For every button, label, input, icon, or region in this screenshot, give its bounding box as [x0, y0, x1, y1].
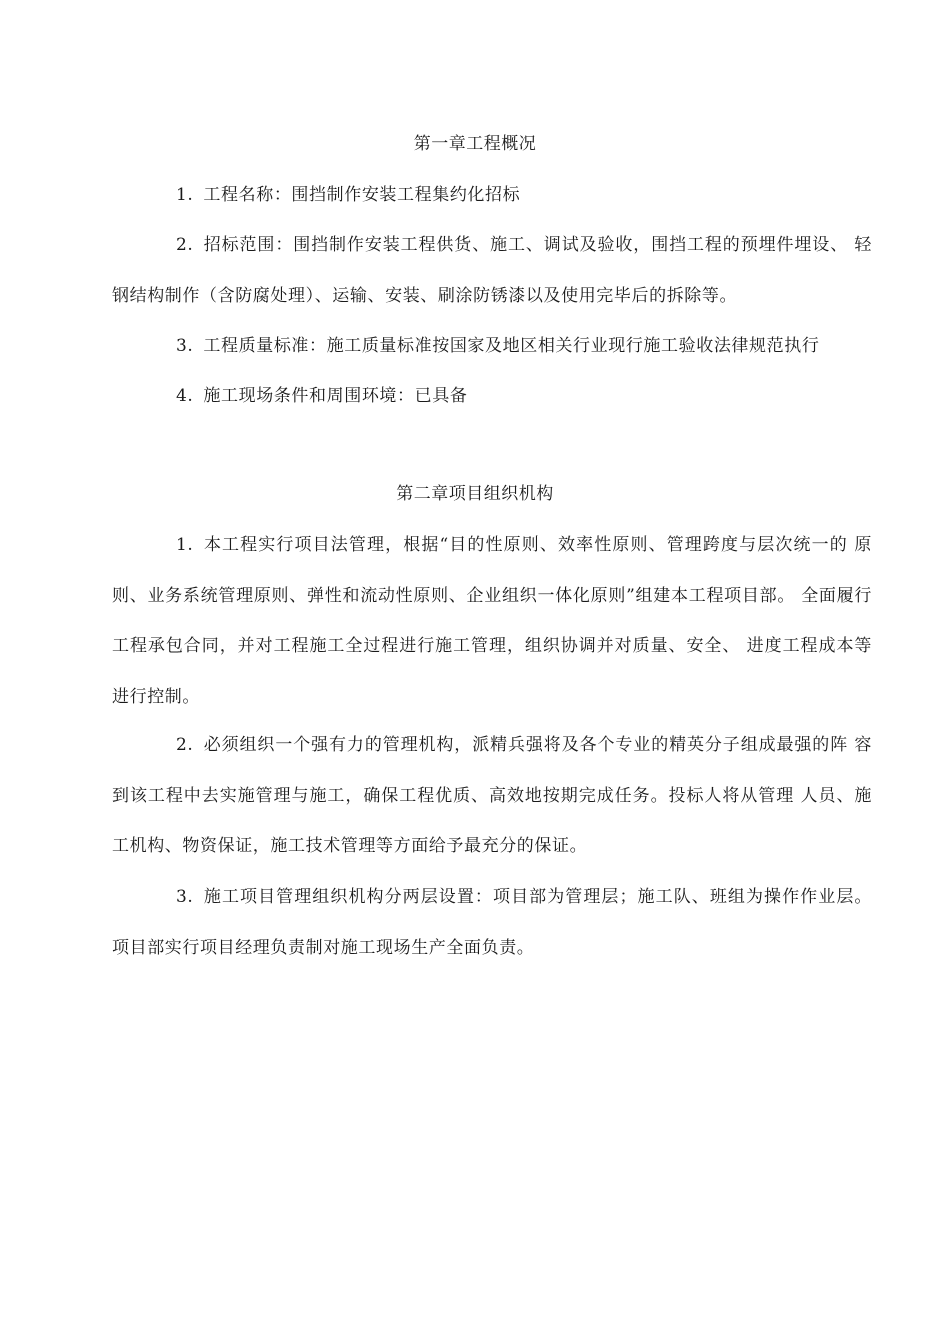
item-number: 4. — [176, 386, 194, 406]
chapter-1-item-1 — [112, 170, 872, 221]
item-text: 施工现场条件和周围环境：已具备 — [203, 386, 468, 406]
item-number: 3. — [176, 887, 194, 907]
chapter-2-item-2 — [112, 720, 872, 872]
item-text: 招标范围：围挡制作安装工程供货、施工、调试及验收，围挡工程的预埋件埋设、 轻钢结构制作（含防腐处理）、运输、安装、刷涂防锈漆以及使用完毕后的拆除等。 — [112, 235, 872, 306]
chapter-1-title: 第一章工程概况 — [413, 134, 537, 154]
item-text: 工程质量标准：施工质量标准按国家及地区相关行业现行施工验收法律规范执行 — [203, 336, 820, 356]
item-text: 工程名称：围挡制作安装工程集约化招标 — [203, 185, 521, 205]
item-number: 2. — [176, 235, 194, 255]
item-number: 1. — [176, 535, 194, 555]
chapter-2-item-3 — [112, 872, 872, 973]
chapter-1-item-4 — [112, 371, 872, 422]
chapter-2-title: 第二章项目组织机构 — [396, 484, 554, 504]
item-text: 施工项目管理组织机构分两层设置：项目部为管理层；施工队、班组为操作作业层。 项目部实行项目经理负责制对施工现场生产全面负责。 — [112, 887, 872, 958]
item-text: 本工程实行项目法管理，根据“目的性原则、效率性原则、管理跨度与层次统一的 原则、业务系统管理原则、弹性和流动性原则、企业组织一体化原则”组建本工程项目部。 全面履行工程承包合同，并对工程施工全过程进行施工管理，组织协调并对质量、安全、 进度工程成本等进行控制。 — [112, 535, 872, 707]
chapter-1-item-3 — [112, 321, 872, 372]
chapter-2-item-1 — [112, 520, 872, 722]
item-number: 3. — [176, 336, 194, 356]
chapter-1-item-2 — [112, 220, 872, 321]
item-number: 2. — [176, 735, 194, 755]
item-text: 必须组织一个强有力的管理机构，派精兵强将及各个专业的精英分子组成最强的阵 容到该工程中去实施管理与施工，确保工程优质、高效地按期完成任务。投标人将从管理 人员、施工机构、物资保证，施工技术管理等方面给予最充分的保证。 — [112, 735, 872, 856]
item-number: 1. — [176, 185, 194, 205]
